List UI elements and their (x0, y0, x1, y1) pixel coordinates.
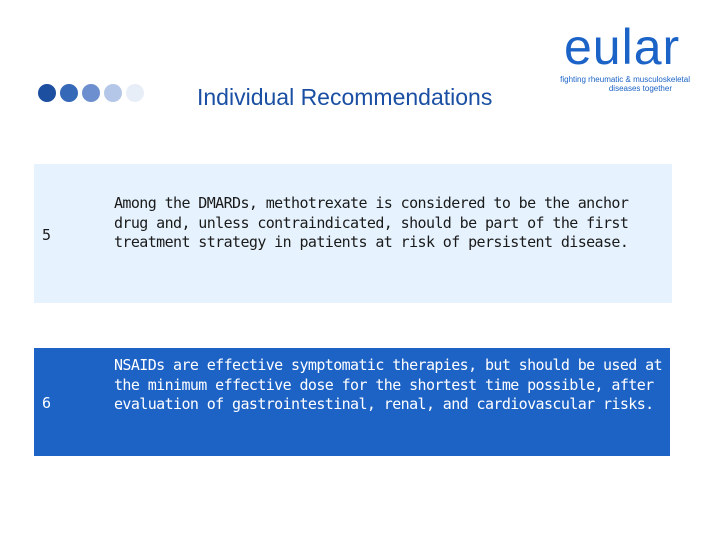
dot-4 (104, 84, 122, 102)
logo-tagline-line-1: fighting rheumatic & musculoskeletal (560, 75, 690, 84)
dot-1 (38, 84, 56, 102)
dot-3 (82, 84, 100, 102)
recommendation-number: 6 (42, 394, 52, 412)
logo-tagline (560, 75, 690, 93)
decorative-dots (38, 84, 144, 102)
logo-wordmark: eular (564, 19, 681, 75)
recommendation-text: NSAIDs are effective symptomatic therapies, but should be used at the minimum effective dose for the shortest time possible, after evaluation of gastrointestinal, renal, and cardiovascular risks. (114, 356, 663, 413)
recommendation-text: Among the DMARDs, methotrexate is considered to be the anchor drug and, unless contraindicated, should be part of the first treatment strategy in patients at risk of persistent disease. (114, 194, 629, 251)
dot-2 (60, 84, 78, 102)
eular-logo (560, 19, 705, 93)
dot-5 (126, 84, 144, 102)
recommendation-box-5 (34, 164, 672, 303)
recommendation-number: 5 (42, 226, 52, 244)
logo-tagline-line-2: diseases together (608, 84, 672, 93)
recommendation-box-6 (34, 348, 670, 456)
slide-title: Individual Recommendations (197, 84, 493, 110)
